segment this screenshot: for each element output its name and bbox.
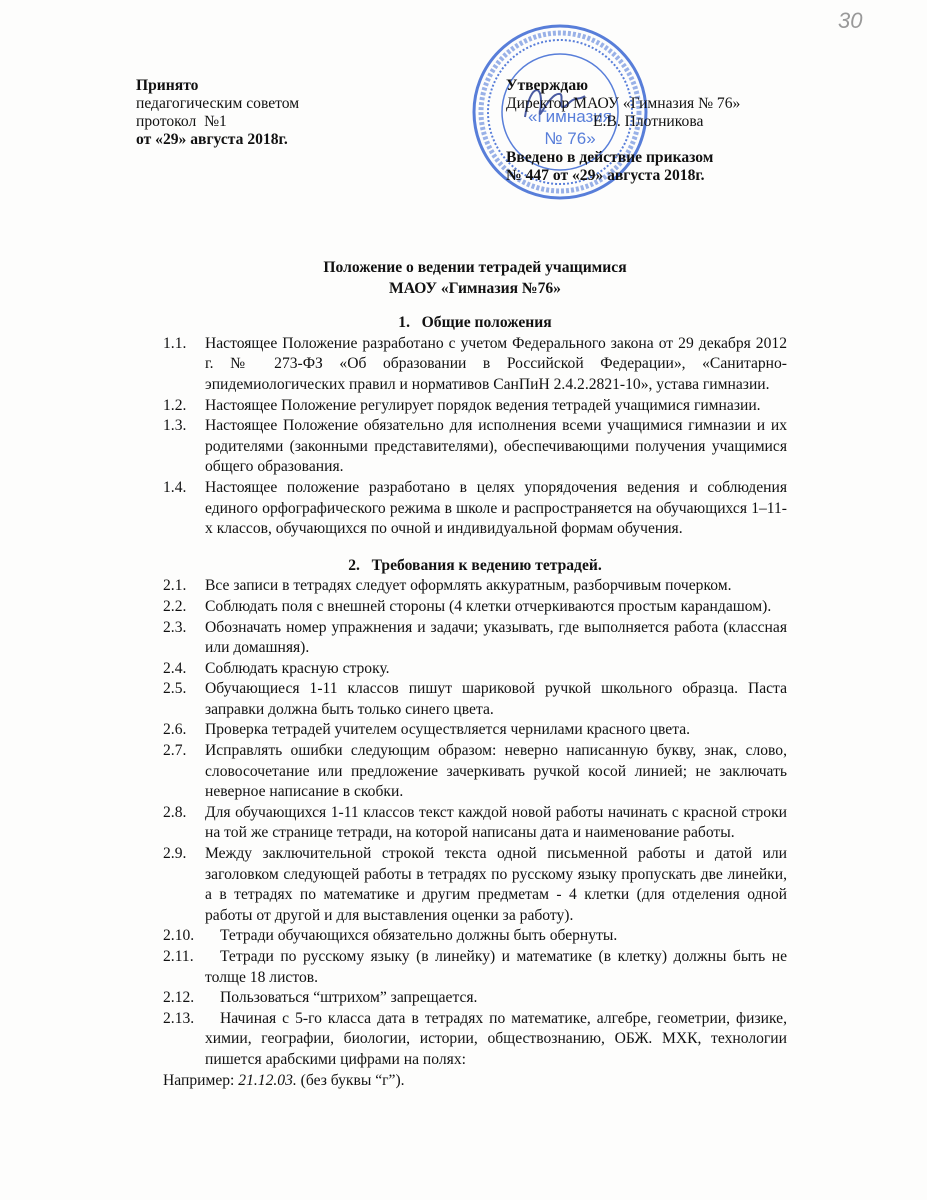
accepted-block — [136, 77, 299, 149]
list-item — [163, 988, 787, 1009]
list-item — [163, 416, 787, 478]
list-item — [163, 478, 787, 540]
item-number: 2.13. — [163, 1009, 195, 1027]
item-text: Настоящее положение разработано в целях упорядочения ведения и соблюдения единого орфографического режима в школе и распространяется на обучающихся 1–11-х классов, обучающихся по очной и индивидуальной формам обучения. — [205, 478, 787, 538]
list-item — [163, 659, 787, 680]
item-number: 2.9. — [163, 845, 187, 863]
accepted-date: от «29» августа 2018г. — [136, 131, 288, 148]
item-text: Обозначать номер упражнения и задачи; указывать, где выполняется работа (классная или домашняя). — [205, 618, 787, 657]
section-heading: 1. Общие положения — [398, 314, 552, 332]
director-line: Директор МАОУ «Гимназия № 76» — [506, 95, 741, 112]
list-item — [163, 396, 787, 417]
document-subtitle: МАОУ «Гимназия №76» — [389, 279, 561, 297]
list-item — [163, 720, 787, 741]
document-title: Положение о ведении тетрадей учащимися — [323, 259, 627, 276]
item-number: 2.4. — [163, 659, 187, 677]
section-heading: 2. Требования к ведению тетрадей. — [348, 556, 602, 574]
item-number: 2.10. — [163, 927, 195, 945]
list-item — [163, 844, 787, 926]
accepted-title: Принято — [136, 77, 199, 94]
director-name: Е.В. Плотникова — [593, 113, 704, 130]
section-2-items-continued — [163, 926, 787, 1070]
accepted-line: педагогическим советом — [136, 95, 300, 112]
item-text: Для обучающихся 1-11 классов текст каждой новой работы начинать с красной строки на той же странице тетради, на которой написаны дата и наименование работы. — [205, 803, 787, 842]
list-item — [163, 803, 787, 844]
item-text: Все записи в тетрадях следует оформлять аккуратным, разборчивым почерком. — [205, 577, 732, 595]
item-number: 1.1. — [163, 334, 187, 352]
item-number: 1.4. — [163, 478, 187, 496]
example-note: (без буквы “г”). — [296, 1071, 405, 1089]
section-2-items — [163, 576, 787, 926]
item-text: Тетради по русскому языку (в линейку) и математике (в клетку) должны быть не толще 18 листов. — [205, 948, 787, 986]
stamp-text: № 76» — [544, 129, 596, 148]
list-item — [163, 679, 787, 720]
item-text: Пользоваться “штрихом” запрещается. — [220, 989, 478, 1007]
item-number: 2.8. — [163, 803, 187, 821]
list-item — [163, 1009, 787, 1071]
item-text: Тетради обучающихся обязательно должны быть обернуты. — [220, 927, 618, 945]
example-line — [163, 1071, 787, 1092]
item-text: Настоящее Положение разработано с учетом Федерального закона от 29 декабря 2012 г. № 273-ФЗ «Об образовании в Российской Федерации», «Санитарно-эпидемиологических правил и нормативов СанПиН 2.4.2.2821-10», устава гимназии. — [205, 334, 787, 393]
item-number: 2.1. — [163, 577, 187, 595]
approved-block — [506, 77, 740, 185]
example-date: 21.12.03. — [238, 1071, 297, 1089]
item-number: 2.2. — [163, 597, 187, 615]
item-number: 2.3. — [163, 618, 187, 636]
item-number: 1.3. — [163, 417, 187, 435]
item-text: Соблюдать красную строку. — [205, 659, 390, 677]
item-number: 2.7. — [163, 742, 187, 760]
item-number: 2.5. — [163, 680, 187, 698]
item-number: 2.12. — [163, 989, 195, 1007]
accepted-line: протокол №1 — [136, 113, 227, 130]
order-number: № 447 от «29» августа 2018г. — [506, 167, 705, 184]
order-line: Введено в действие приказом — [506, 149, 714, 166]
list-item — [163, 576, 787, 597]
document-body — [163, 258, 787, 1091]
item-text: Настоящее Положение регулирует порядок ведения тетрадей учащимися гимназии. — [205, 396, 761, 414]
list-item — [163, 597, 787, 618]
item-number: 1.2. — [163, 396, 187, 414]
list-item — [163, 334, 787, 396]
item-text: Настоящее Положение обязательно для исполнения всеми учащимися гимназии и их родителями (законными представителями), обеспечивающими получения учащимися общего образования. — [205, 417, 787, 476]
section-1-items — [163, 334, 787, 540]
item-text: Начиная с 5-го класса дата в тетрадях по математике, алгебре, геометрии, физике, химии, географии, биологии, истории, обществознанию, ОБЖ. МХК, технологии пишется арабскими цифрами на полях: — [205, 1009, 787, 1068]
item-number: 2.6. — [163, 721, 187, 739]
stamp-text: «Гимназия — [527, 107, 613, 126]
item-number: 2.11. — [163, 948, 194, 965]
list-item — [163, 947, 787, 988]
item-text: Проверка тетрадей учителем осуществляется чернилами красного цвета. — [205, 721, 691, 739]
approved-title: Утверждаю — [506, 77, 589, 94]
item-text: Обучающиеся 1-11 классов пишут шариковой ручкой школьного образца. Паста заправки должна быть только синего цвета. — [205, 680, 787, 718]
item-text: Соблюдать поля с внешней стороны (4 клетки отчеркиваются простым карандашом). — [205, 597, 772, 615]
item-text: Между заключительной строкой текста одной письменной работы и датой или заголовком следующей работы в тетрадях по русскому языку пропускать две линейки, а в тетрадях по математике и другим предметам - 4 клетки (для отделения одной работы от другой и для выставления оценки за работу). — [205, 845, 787, 924]
item-text: Исправлять ошибки следующим образом: неверно написанную букву, знак, слово, словосочетание или предложение зачеркивать ручкой косой линией; не заключать неверное написание в скобки. — [205, 742, 787, 801]
list-item — [163, 741, 787, 803]
list-item — [163, 926, 787, 947]
handwritten-page-number: 30 — [838, 8, 863, 33]
example-label: Например: — [163, 1071, 239, 1089]
list-item — [163, 618, 787, 659]
